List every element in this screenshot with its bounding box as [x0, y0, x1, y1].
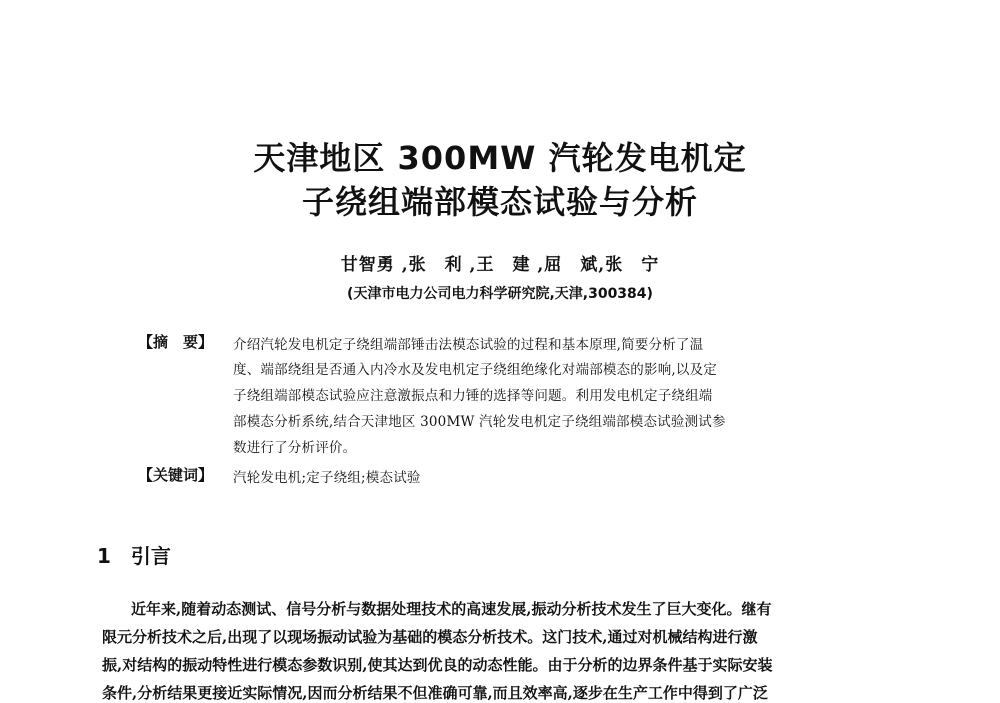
paper-title-line-1: 天津地区 300MW 汽轮发电机定 — [253, 139, 747, 177]
body-paragraph-line: 条件,分析结果更接近实际情况,因而分析结果不但准确可靠,而且效率高,逐步在生产工作中得到了广泛 — [102, 684, 768, 702]
paper-title-line-2: 子绕组端部模态试验与分析 — [301, 183, 698, 221]
abstract-line: 介绍汽轮发电机定子绕组端部锤击法模态试验的过程和基本原理,简要分析了温 — [233, 337, 704, 353]
section-title: 引言 — [130, 544, 171, 568]
keywords-label: 【关键词】 — [138, 466, 214, 484]
author-list: 甘智勇 ,张 利 ,王 建 ,屈 斌,张 宁 — [340, 255, 660, 275]
abstract-line: 数进行了分析评价。 — [233, 440, 357, 456]
body-paragraph-line: 振,对结构的振动特性进行模态参数识别,使其达到优良的动态性能。由于分析的边界条件基于实际安装 — [102, 656, 773, 674]
section-heading — [97, 540, 171, 569]
abstract-line: 度、端部绕组是否通入内冷水及发电机定子绕组绝缘化对端部模态的影响,以及定 — [233, 362, 717, 378]
body-paragraph-line: 限元分析技术之后,出现了以现场振动试验为基础的模态分析技术。这门技术,通过对机械结构进行激 — [102, 628, 758, 646]
affiliation: (天津市电力公司电力科学研究院,天津,300384) — [347, 286, 653, 302]
body-paragraph-line: 近年来,随着动态测试、信号分析与数据处理技术的高速发展,振动分析技术发生了巨大变化。继有 — [131, 600, 772, 618]
keywords-text: 汽轮发电机;定子绕组;模态试验 — [233, 470, 421, 486]
abstract-label: 【摘 要】 — [138, 333, 214, 351]
section-number: 1 — [97, 544, 111, 568]
abstract-line: 子绕组端部模态试验应注意激振点和力锤的选择等问题。利用发电机定子绕组端 — [233, 388, 713, 404]
abstract-line: 部模态分析系统,结合天津地区 300MW 汽轮发电机定子绕组端部模态试验测试参 — [233, 414, 726, 430]
